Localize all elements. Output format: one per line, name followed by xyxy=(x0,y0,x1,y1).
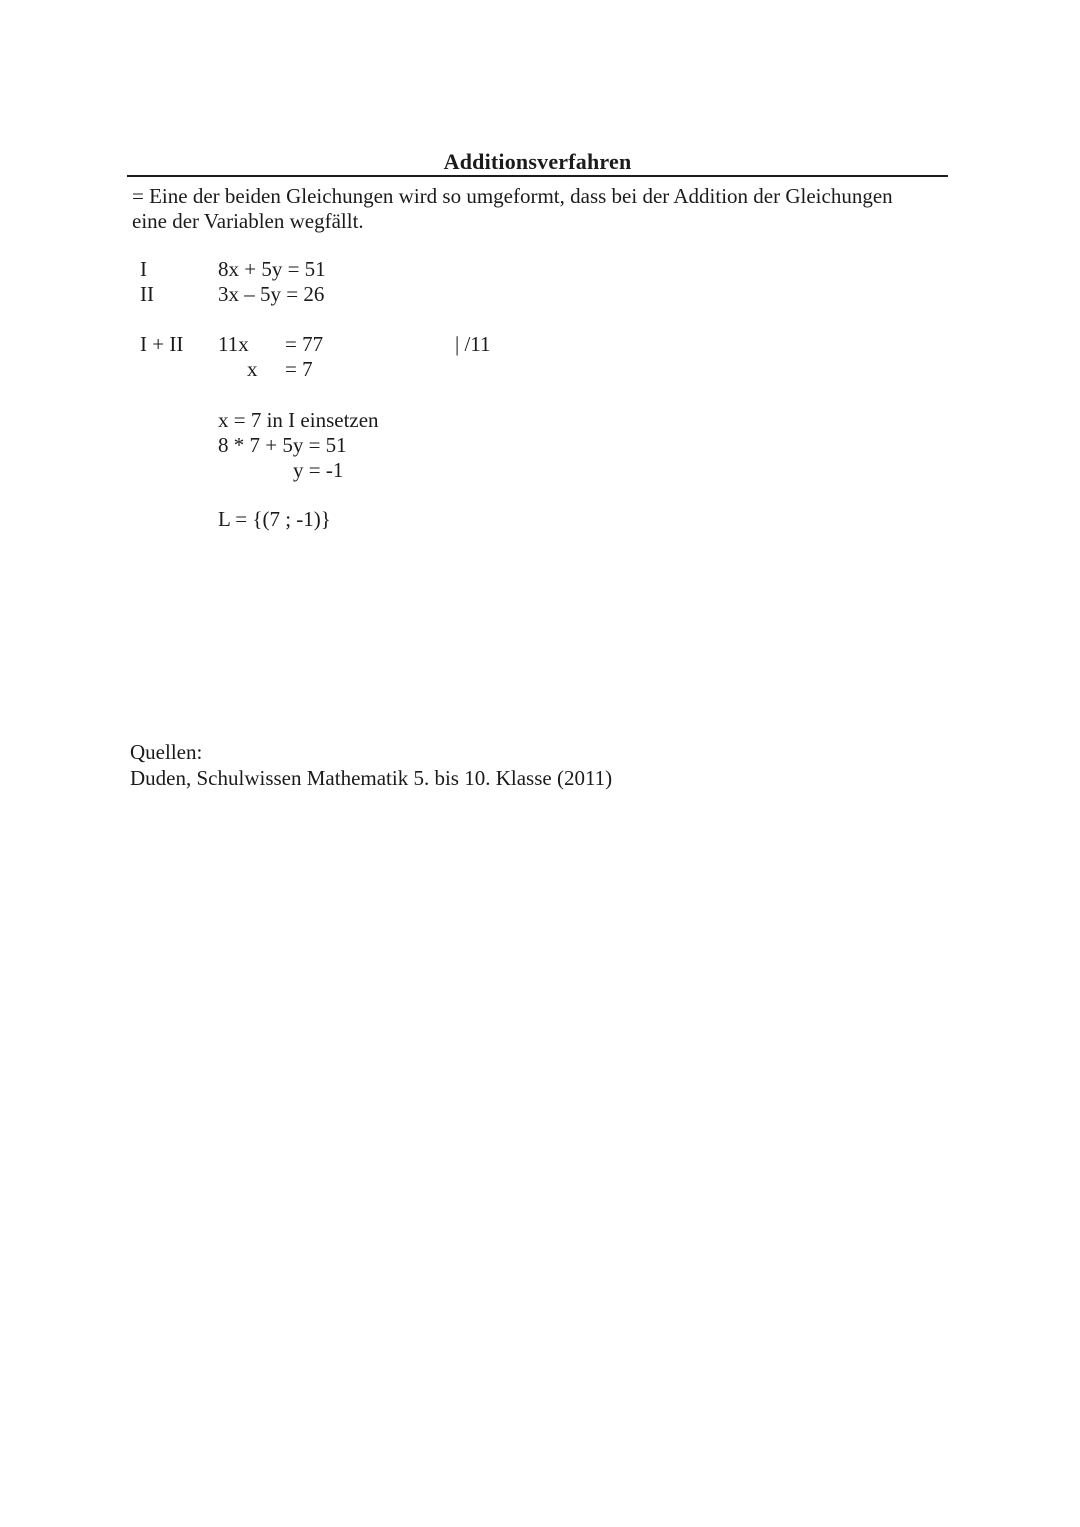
addition-rhs-1: = 77 xyxy=(285,332,324,356)
addition-step xyxy=(140,332,491,382)
addition-row-1 xyxy=(140,332,491,357)
equation-label-1: I xyxy=(140,257,147,281)
equation-row-1 xyxy=(140,257,326,282)
page-title: Additionsverfahren xyxy=(443,149,632,174)
sources-heading: Quellen: xyxy=(130,740,203,764)
intro-line-1: = Eine der beiden Gleichungen wird so umgeformt, dass bei der Addition der Gleichungen xyxy=(132,184,893,208)
substitution-line-3: y = -1 xyxy=(293,458,344,482)
addition-rhs-2: = 7 xyxy=(285,357,313,381)
title-section xyxy=(127,151,948,177)
intro-line-2: eine der Variablen wegfällt. xyxy=(132,209,364,233)
intro-paragraph xyxy=(132,184,893,234)
addition-label: I + II xyxy=(140,332,184,356)
sources-section xyxy=(130,739,612,791)
addition-operation: | /11 xyxy=(455,332,491,356)
equation-row-2 xyxy=(140,282,326,307)
equation-text-2: 3x – 5y = 26 xyxy=(218,282,325,306)
substitution-line-1: x = 7 in I einsetzen xyxy=(218,408,379,432)
equation-text-1: 8x + 5y = 51 xyxy=(218,257,326,281)
addition-row-2 xyxy=(140,357,491,382)
substitution-line-2: 8 * 7 + 5y = 51 xyxy=(218,433,347,457)
equation-label-2: II xyxy=(140,282,154,306)
addition-lhs-1: 11x xyxy=(218,332,249,356)
equation-system xyxy=(140,257,326,307)
solution-set: L = {(7 ; -1)} xyxy=(218,507,331,531)
source-item: Duden, Schulwissen Mathematik 5. bis 10. Klasse (2011) xyxy=(130,766,613,790)
addition-lhs-2: x xyxy=(247,357,258,381)
substitution-steps xyxy=(218,408,379,483)
